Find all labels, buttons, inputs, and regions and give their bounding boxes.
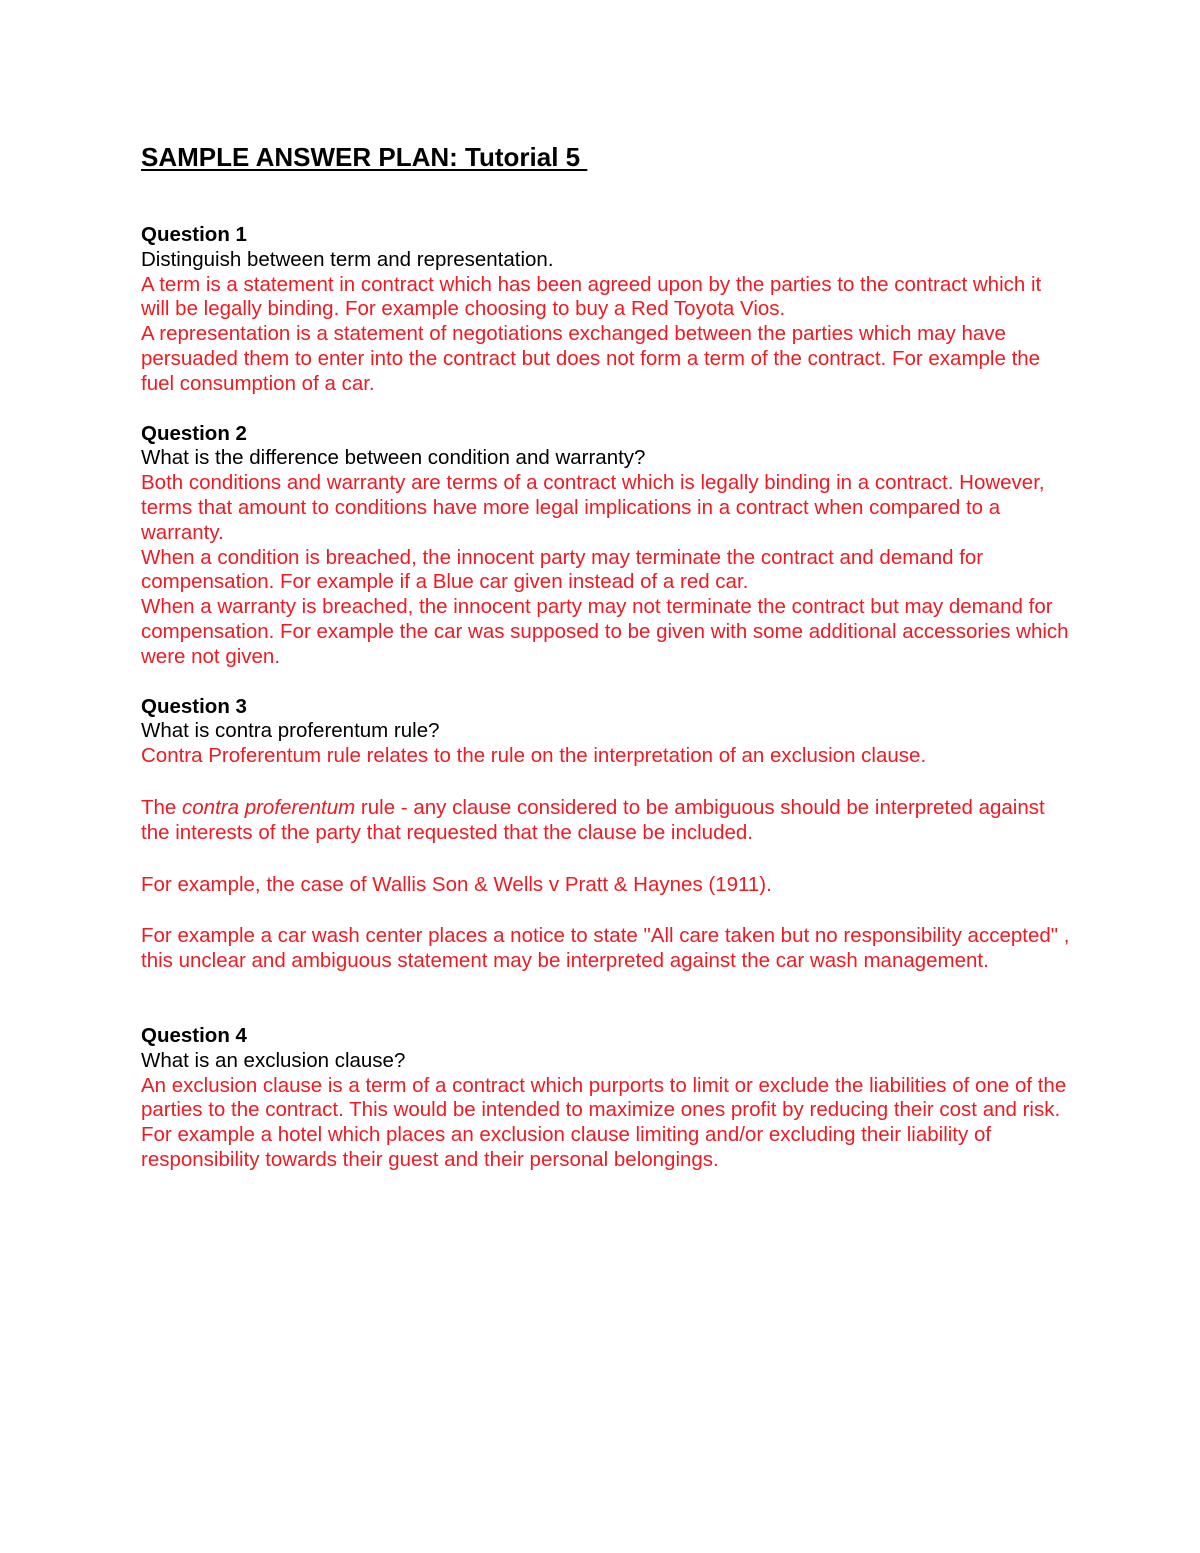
question-2-prompt: What is the difference between condition and warranty? — [141, 446, 646, 470]
question-1-section — [141, 223, 1071, 397]
question-3-rule-paragraph — [141, 796, 1071, 846]
rule-rest-text: rule - any clause considered to be ambiguous should be interpreted against the interests of the party that requested that the clause be included. — [141, 795, 1045, 844]
document-title: SAMPLE ANSWER PLAN: Tutorial 5 — [141, 142, 588, 172]
question-3-example-case: For example, the case of Wallis Son & Wells v Pratt & Haynes (1911). — [141, 872, 772, 896]
question-4-answer-example: For example a hotel which places an exclusion clause limiting and/or excluding their liability of responsibility towards their guest and their personal belongings. — [141, 1123, 992, 1171]
question-2-answer-overview: Both conditions and warranty are terms of a contract which is legally binding in a contract. However, terms that amount to conditions have more legal implications in a contract when compared to a warranty. — [141, 471, 1045, 544]
question-1-answer-representation: A representation is a statement of negotiations exchanged between the parties which may have persuaded them to enter into the contract but does not form a term of the contract. For example the fuel consumption of a car. — [141, 322, 1041, 395]
rule-lead-text: The — [141, 795, 183, 819]
question-2-answer-condition: When a condition is breached, the innocent party may terminate the contract and demand for compensation. For example if a Blue car given instead of a red car. — [141, 545, 984, 594]
question-4-section — [141, 1024, 1071, 1173]
question-3-answer-definition: Contra Proferentum rule relates to the rule on the interpretation of an exclusion clause. — [141, 744, 927, 768]
document-body — [141, 141, 1071, 1173]
question-2-section — [141, 422, 1071, 670]
question-3-prompt: What is contra proferentum rule? — [141, 719, 440, 743]
question-4-prompt: What is an exclusion clause? — [141, 1048, 406, 1072]
question-2-heading: Question 2 — [141, 421, 247, 445]
question-1-heading: Question 1 — [141, 223, 247, 246]
question-3-section — [141, 695, 1071, 974]
question-1-answer-term: A term is a statement in contract which has been agreed upon by the parties to the contract which it will be legally binding. For example choosing to buy a Red Toyota Vios. — [141, 272, 1042, 321]
rule-term-italic: contra proferentum — [182, 795, 356, 819]
question-4-heading: Question 4 — [141, 1023, 247, 1047]
question-3-heading: Question 3 — [141, 694, 247, 718]
question-2-answer-warranty: When a warranty is breached, the innocent party may not terminate the contract but may demand for compensation. For example the car was supposed to be given with some additional accessories which were not given. — [141, 595, 1069, 668]
question-4-answer-definition: An exclusion clause is a term of a contract which purports to limit or exclude the liabilities of one of the parties to the contract. This would be intended to maximize ones profit by reducing their cost and risk. — [141, 1073, 1067, 1122]
question-3-example-car-wash: For example a car wash center places a notice to state "All care taken but no responsibility accepted" , this unclear and ambiguous statement may be interpreted against the car wash management. — [141, 924, 1070, 973]
question-1-prompt: Distinguish between term and representation. — [141, 247, 554, 271]
